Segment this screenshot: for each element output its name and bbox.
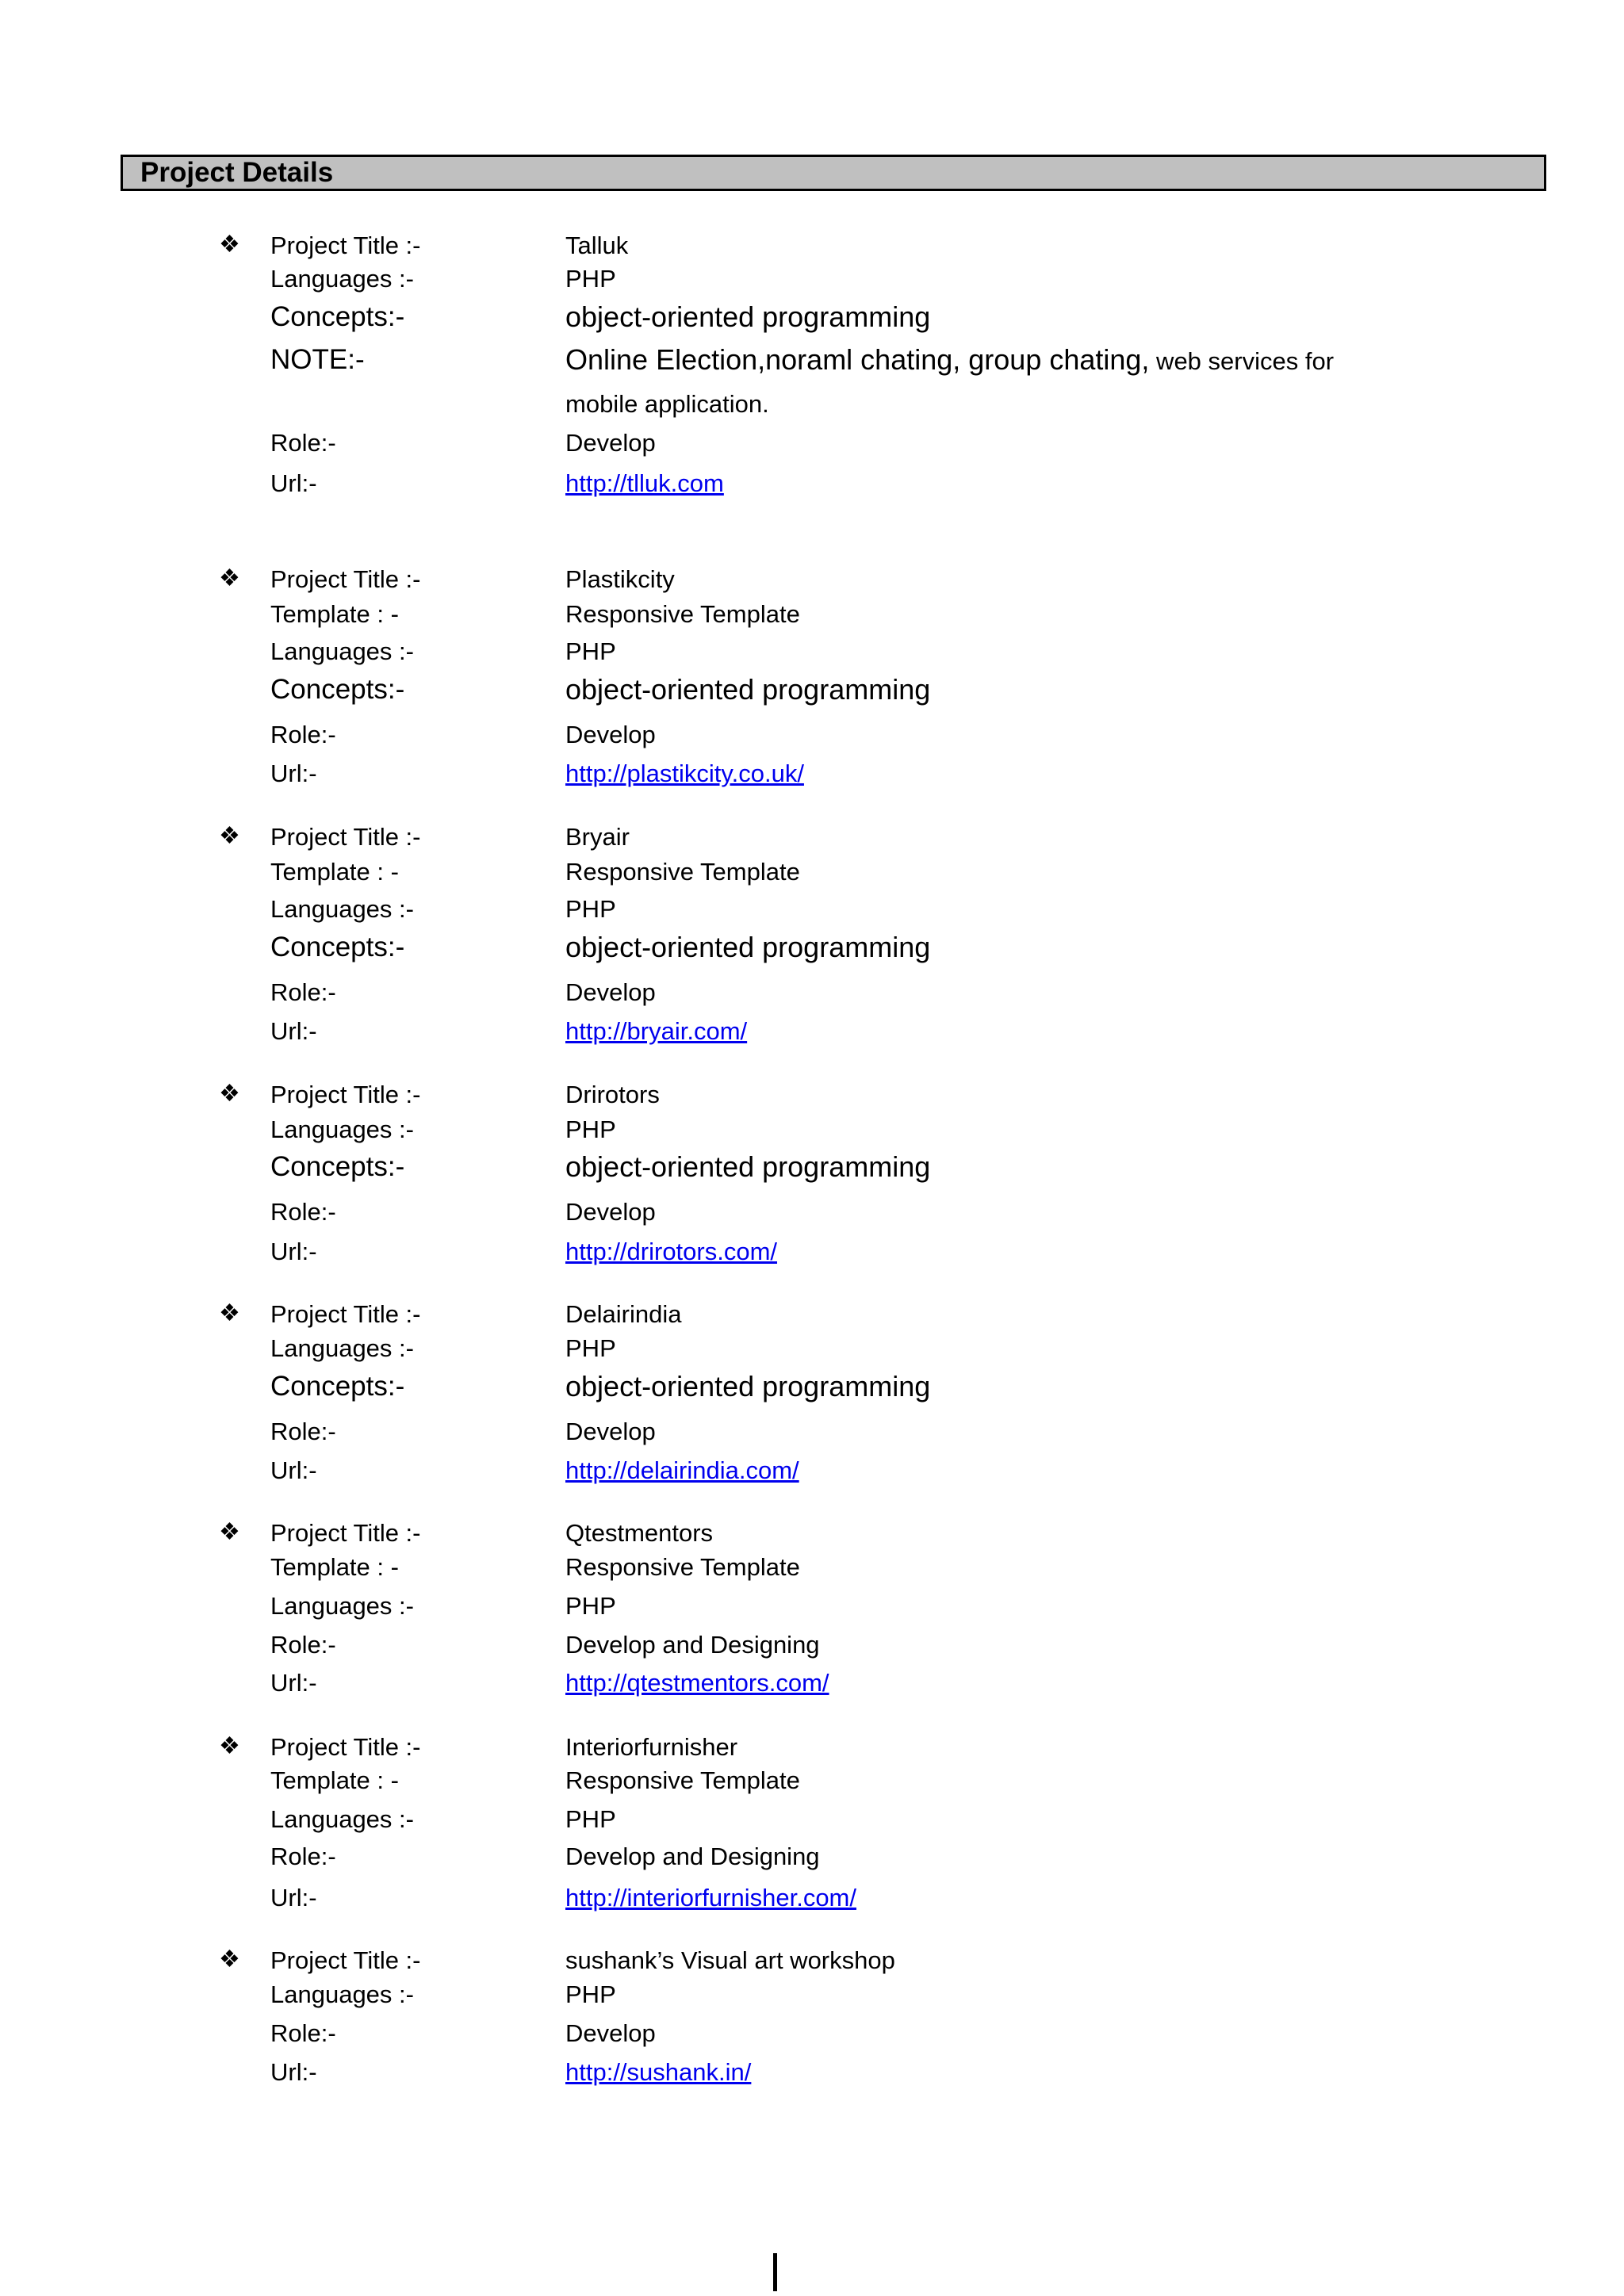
role-label: Role:- (270, 721, 336, 748)
template-label: Template : - (270, 1766, 399, 1794)
concepts-value: object-oriented programming (565, 1370, 931, 1402)
project-title-value: Bryair (565, 823, 630, 851)
role-row (0, 1632, 1624, 1672)
url-row (0, 1670, 1624, 1710)
url-row (0, 1019, 1624, 1058)
role-row (0, 1844, 1624, 1884)
url-row (0, 471, 1624, 511)
languages-value: PHP (565, 1115, 616, 1143)
concepts-value: object-oriented programming (565, 931, 931, 963)
role-row (0, 722, 1624, 762)
url-link[interactable]: http://sushank.in/ (565, 2058, 752, 2086)
url-link[interactable]: http://bryair.com/ (565, 1017, 748, 1045)
project-title-value: Interiorfurnisher (565, 1733, 738, 1761)
project-title-value: Plastikcity (565, 565, 675, 593)
languages-value: PHP (565, 1592, 616, 1620)
note-row (0, 343, 1624, 385)
url-row (0, 1458, 1624, 1498)
languages-value: PHP (565, 895, 616, 923)
url-label: Url:- (270, 469, 317, 497)
role-row (0, 430, 1624, 470)
languages-value: PHP (565, 265, 616, 293)
role-value: Develop (565, 978, 656, 1006)
role-row (0, 1200, 1624, 1239)
concepts-value: object-oriented programming (565, 300, 931, 333)
project-title-label: Project Title :- (270, 565, 421, 593)
concepts-label: Concepts:- (270, 1371, 405, 1402)
url-link[interactable]: http://qtestmentors.com/ (565, 1669, 829, 1697)
concepts-row (0, 1372, 1624, 1412)
role-value: Develop (565, 2019, 656, 2047)
template-label: Template : - (270, 858, 399, 886)
concepts-row (0, 675, 1624, 715)
role-label: Role:- (270, 2019, 336, 2047)
diamond-bullet-icon: ❖ (219, 1081, 240, 1107)
concepts-label: Concepts:- (270, 1151, 405, 1182)
url-link[interactable]: http://plastikcity.co.uk/ (565, 760, 804, 787)
languages-value: PHP (565, 1334, 616, 1362)
url-link[interactable]: http://interiorfurnisher.com/ (565, 1884, 856, 1911)
url-label: Url:- (270, 1238, 317, 1265)
project-title-row (0, 567, 1624, 607)
project-title-label: Project Title :- (270, 232, 421, 259)
note-small-text: web services for (1149, 347, 1335, 375)
note-label: NOTE:- (270, 344, 365, 375)
template-row (0, 859, 1624, 899)
url-label: Url:- (270, 1669, 317, 1697)
role-row (0, 2021, 1624, 2061)
role-label: Role:- (270, 1843, 336, 1870)
role-label: Role:- (270, 1631, 336, 1659)
concepts-row (0, 1150, 1624, 1192)
url-row (0, 1885, 1624, 1925)
url-label: Url:- (270, 1456, 317, 1484)
url-label: Url:- (270, 1884, 317, 1911)
diamond-bullet-icon: ❖ (219, 1733, 240, 1759)
project-title-value: Delairindia (565, 1300, 682, 1328)
project-title-label: Project Title :- (270, 1519, 421, 1547)
concepts-label: Concepts:- (270, 674, 405, 705)
project-title-row (0, 1082, 1624, 1122)
languages-label: Languages :- (270, 1592, 414, 1620)
template-value: Responsive Template (565, 600, 800, 628)
role-row (0, 980, 1624, 1020)
languages-label: Languages :- (270, 1805, 414, 1833)
role-label: Role:- (270, 429, 336, 457)
languages-label: Languages :- (270, 895, 414, 923)
section-header-project-details: Project Details (121, 155, 1546, 191)
role-row (0, 1419, 1624, 1459)
url-label: Url:- (270, 2058, 317, 2086)
url-label: Url:- (270, 1017, 317, 1045)
template-row (0, 602, 1624, 641)
template-value: Responsive Template (565, 1553, 800, 1581)
languages-label: Languages :- (270, 1334, 414, 1362)
languages-value: PHP (565, 1980, 616, 2008)
note-continuation: mobile application. (565, 390, 769, 418)
template-row (0, 1768, 1624, 1808)
languages-row (0, 1807, 1624, 1846)
page-marker (772, 2253, 777, 2291)
project-title-row (0, 825, 1624, 864)
languages-label: Languages :- (270, 265, 414, 293)
project-title-label: Project Title :- (270, 823, 421, 851)
template-value: Responsive Template (565, 1766, 800, 1794)
role-value: Develop (565, 429, 656, 457)
project-title-value: Drirotors (565, 1081, 660, 1108)
note-continuation-row (0, 392, 1624, 431)
concepts-row (0, 300, 1624, 342)
concepts-row (0, 933, 1624, 973)
project-title-label: Project Title :- (270, 1946, 421, 1974)
url-row (0, 761, 1624, 801)
concepts-label: Concepts:- (270, 932, 405, 962)
role-label: Role:- (270, 1418, 336, 1445)
template-label: Template : - (270, 600, 399, 628)
project-title-label: Project Title :- (270, 1733, 421, 1761)
diamond-bullet-icon: ❖ (219, 1519, 240, 1545)
diamond-bullet-icon: ❖ (219, 565, 240, 591)
languages-value: PHP (565, 637, 616, 665)
languages-row (0, 1594, 1624, 1633)
languages-row (0, 1982, 1624, 2022)
project-title-label: Project Title :- (270, 1300, 421, 1328)
project-title-value: Talluk (565, 232, 629, 259)
template-label: Template : - (270, 1553, 399, 1581)
languages-label: Languages :- (270, 1115, 414, 1143)
project-title-value: Qtestmentors (565, 1519, 714, 1547)
url-row (0, 2060, 1624, 2099)
diamond-bullet-icon: ❖ (219, 232, 240, 258)
note-value (565, 343, 1335, 376)
template-value: Responsive Template (565, 858, 800, 886)
role-value: Develop (565, 1418, 656, 1445)
template-row (0, 1555, 1624, 1594)
role-label: Role:- (270, 978, 336, 1006)
languages-label: Languages :- (270, 1980, 414, 2008)
role-value: Develop (565, 721, 656, 748)
url-link[interactable]: http://delairindia.com/ (565, 1456, 799, 1484)
diamond-bullet-icon: ❖ (219, 823, 240, 849)
diamond-bullet-icon: ❖ (219, 1946, 240, 1973)
note-main-text: Online Election,noraml chating, group chating, (565, 343, 1150, 376)
concepts-label: Concepts:- (270, 301, 405, 332)
url-label: Url:- (270, 760, 317, 787)
languages-label: Languages :- (270, 637, 414, 665)
url-link[interactable]: http://drirotors.com/ (565, 1238, 778, 1265)
role-value: Develop and Designing (565, 1631, 820, 1659)
project-title-value: sushank’s Visual art workshop (565, 1946, 895, 1974)
concepts-value: object-oriented programming (565, 673, 931, 706)
project-title-label: Project Title :- (270, 1081, 421, 1108)
url-link[interactable]: http://tlluk.com (565, 469, 724, 497)
role-value: Develop (565, 1198, 656, 1226)
diamond-bullet-icon: ❖ (219, 1300, 240, 1326)
concepts-value: object-oriented programming (565, 1150, 931, 1183)
role-value: Develop and Designing (565, 1843, 820, 1870)
languages-value: PHP (565, 1805, 616, 1833)
role-label: Role:- (270, 1198, 336, 1226)
url-row (0, 1239, 1624, 1279)
